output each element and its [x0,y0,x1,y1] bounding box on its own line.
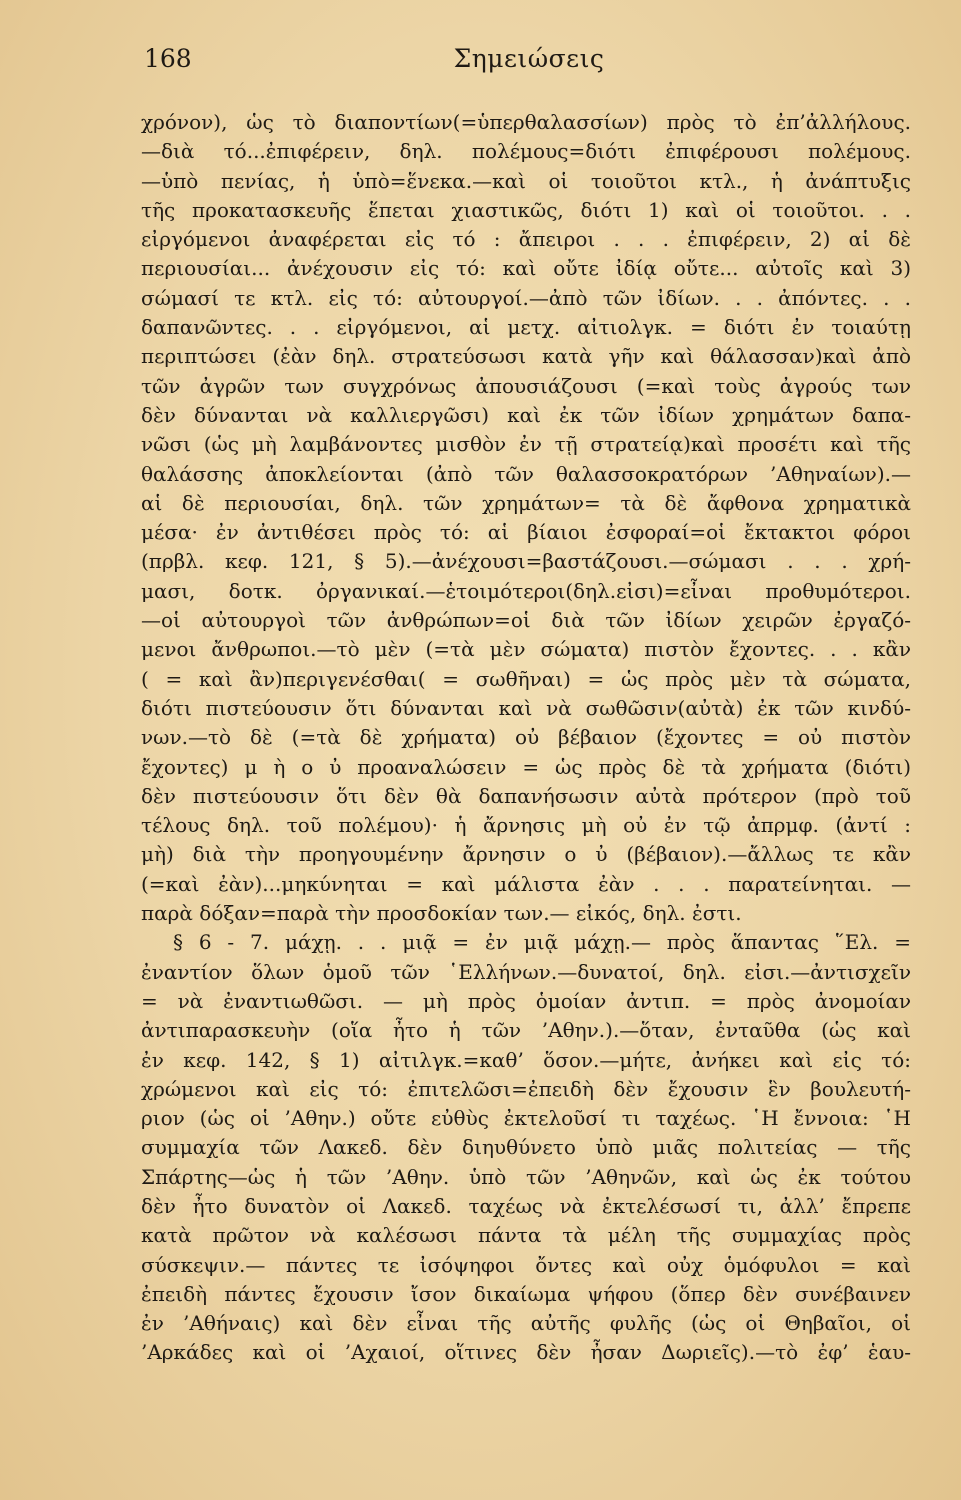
text-line: δὲν δύνανται νὰ καλλιεργῶσι) καὶ ἐκ τῶν ἰδίων χρημάτων δαπα- [141,402,911,427]
text-line: = νὰ ἐναντιωθῶσι. — μὴ πρὸς ὁμοίαν ἀντιπ. = πρὸς ἀνομοίαν [141,988,911,1013]
text-line: δὲν πιστεύουσιν ὅτι δὲν θὰ δαπανήσωσιν αὐτὰ πρότερον (πρὸ τοῦ [141,783,911,808]
text-line: θαλάσσης ἀποκλείονται (ἀπὸ τῶν θαλασσοκρατόρων ’Αθηναίων).— [141,461,911,486]
text-line: νων.—τὸ δὲ (=τὰ δὲ χρήματα) οὐ βέβαιον (ἔχοντες = οὐ πιστὸν [141,725,911,750]
text-line: αἱ δὲ περιουσίαι, δηλ. τῶν χρημάτων= τὰ δὲ ἄφθονα χρηματικὰ [141,490,911,515]
text-line: —διὰ τό...ἐπιφέρειν, δηλ. πολέμους=διότι ἐπιφέρουσι πολέμους. [141,139,911,164]
text-line: ἔχοντες) μ ὴ ο ὐ προαναλώσειν = ὡς πρὸς δὲ τὰ χρήματα (διότι) [141,754,911,779]
text-line: σώμασί τε κτλ. εἰς τό: αὐτουργοί.—ἀπὸ τῶν ἰδίων. . . ἀπόντες. . . [141,285,911,310]
text-line: ἐναντίον ὅλων ὁμοῦ τῶν ῾Ελλήνων.—δυνατοί, δηλ. εἰσι.—ἀντισχεῖν [141,959,911,984]
text-line: χρώμενοι καὶ εἰς τό: ἐπιτελῶσι=ἐπειδὴ δὲν ἔχουσιν ἓν βουλευτή- [141,1076,911,1101]
text-line: τῶν ἀγρῶν των συγχρόνως ἀπουσιάζουσι (=καὶ τοὺς ἀγρούς των [141,373,911,398]
text-line: κατὰ πρῶτον νὰ καλέσωσι πάντα τὰ μέλη τῆς συμμαχίας πρὸς [141,1223,911,1248]
text-line: χρόνον), ὡς τὸ διαποντίων(=ὑπερθαλασσίων) πρὸς τὸ ἐπ’ἀλλήλους. [141,110,911,134]
text-line: (πρβλ. κεφ. 121, § 5).—ἀνέχουσι=βαστάζουσι.—σώμασι . . . χρή- [141,549,911,574]
text-line: μὴ) διὰ τὴν προηγουμένην ἄρνησιν ο ὐ (βέβαιον).—ἄλλως τε κἂν [141,842,911,867]
text-line: ἀντιπαρασκευὴν (οἵα ἦτο ἡ τῶν ’Αθην.).—ὅταν, ἐνταῦθα (ὡς καὶ [141,1018,911,1043]
section-start-line: § 6 - 7. μάχῃ. . . μιᾷ = ἐν μιᾷ μάχῃ.— πρὸς ἅπαντας ῞Ελ. = [173,930,911,955]
text-line: Σπάρτης—ὡς ἡ τῶν ’Αθην. ὑπὸ τῶν ’Αθηνῶν, καὶ ὡς ἐκ τούτου [141,1164,911,1189]
text-line: περιπτώσει (ἐὰν δηλ. στρατεύσωσι κατὰ γῆν καὶ θάλασσαν)καὶ ἀπὸ [141,344,911,369]
text-line: δὲν ἦτο δυνατὸν οἱ Λακεδ. ταχέως νὰ ἐκτελέσωσί τι, ἀλλ’ ἔπρεπε [141,1193,911,1218]
text-line: μασι, δοτκ. ὀργανικαί.—ἑτοιμότεροι(δηλ.εἰσι)=εἶναι προθυμότεροι. [141,578,911,603]
text-line: δαπανῶντες. . . εἰργόμενοι, αἱ μετχ. αἰτιολγκ. = διότι ἐν τοιαύτῃ [141,315,911,340]
text-line: νῶσι (ὡς μὴ λαμβάνοντες μισθὸν ἐν τῇ στρατείᾳ)καὶ προσέτι καὶ τῆς [141,432,911,457]
text-line: εἰργόμενοι ἀναφέρεται εἰς τό : ἄπειροι . . . ἐπιφέρειν, 2) αἱ δὲ [141,227,911,252]
text-line: (=καὶ ἐὰν)...μηκύνηται = καὶ μάλιστα ἐὰν . . . παρατείνηται. — [141,871,911,896]
text-line: τέλους δηλ. τοῦ πολέμου)· ἡ ἄρνησις μὴ οὐ ἐν τῷ ἀπρμφ. (ἀντί : [141,813,911,838]
text-line: ’Αρκάδες καὶ οἱ ’Αχαιοί, οἵτινες δὲν ἦσαν Δωριεῖς).—τὸ ἐφ’ ἑαυ- [141,1340,911,1365]
text-line: ἐπειδὴ πάντες ἔχουσιν ἴσον δικαίωμα ψήφου (ὅπερ δὲν συνέβαινεν [141,1281,911,1306]
text-line: μέσα· ἐν ἀντιθέσει πρὸς τό: αἱ βίαιοι ἐσφοραί=οἱ ἔκτακτοι φόροι [141,520,911,545]
text-line: ( = καὶ ἂν)περιγενέσθαι( = σωθῆναι) = ὡς πρὸς μὲν τὰ σώματα, [141,666,911,691]
text-line: μενοι ἄνθρωποι.—τὸ μὲν (=τὰ μὲν σώματα) πιστὸν ἔχοντες. . . κἂν [141,637,911,662]
text-line: ἐν ’Αθήναις) καὶ δὲν εἶναι τῆς αὐτῆς φυλῆς (ὡς οἱ Θηβαῖοι, οἱ [141,1311,911,1336]
page-header [144,44,914,84]
text-line: παρὰ δόξαν=παρὰ τὴν προσδοκίαν των.— εἰκός, δηλ. ἐστι. [141,901,742,926]
text-line: περιουσίαι... ἀνέχουσιν εἰς τό: καὶ οὔτε ἰδίᾳ οὔτε... αὐτοῖς καὶ 3) [141,256,911,281]
text-line: ἐν κεφ. 142, § 1) αἰτιλγκ.=καθ’ ὅσον.—μήτε, ἀνήκει καὶ εἰς τό: [141,1047,911,1072]
body-text [141,108,911,1368]
text-line: τῆς προκατασκευῆς ἕπεται χιαστικῶς, διότι 1) καὶ οἱ τοιοῦτοι. . . [141,197,911,222]
text-line: ριον (ὡς οἱ ’Αθην.) οὔτε εὐθὺς ἐκτελοῦσί τι ταχέως. ῾Η ἔννοια: ῾Η [141,1106,911,1131]
page-number: 168 [144,44,192,73]
running-head: Σημειώσεις [453,44,605,73]
text-line: συμμαχία τῶν Λακεδ. δὲν διηυθύνετο ὑπὸ μιᾶς πολιτείας — τῆς [141,1135,911,1160]
text-line: —ὑπὸ πενίας, ἡ ὑπὸ=ἕνεκα.—καὶ οἱ τοιοῦτοι κτλ., ἡ ἀνάπτυξις [141,168,911,193]
text-line: σύσκεψιν.— πάντες τε ἰσόψηφοι ὄντες καὶ οὐχ ὁμόφυλοι = καὶ [141,1252,911,1277]
text-line: —οἱ αὐτουργοὶ τῶν ἀνθρώπων=οἱ διὰ τῶν ἰδίων χειρῶν ἐργαζό- [141,608,911,633]
text-line: διότι πιστεύουσιν ὅτι δύνανται καὶ νὰ σωθῶσιν(αὐτὰ) ἐκ τῶν κινδύ- [141,695,911,720]
